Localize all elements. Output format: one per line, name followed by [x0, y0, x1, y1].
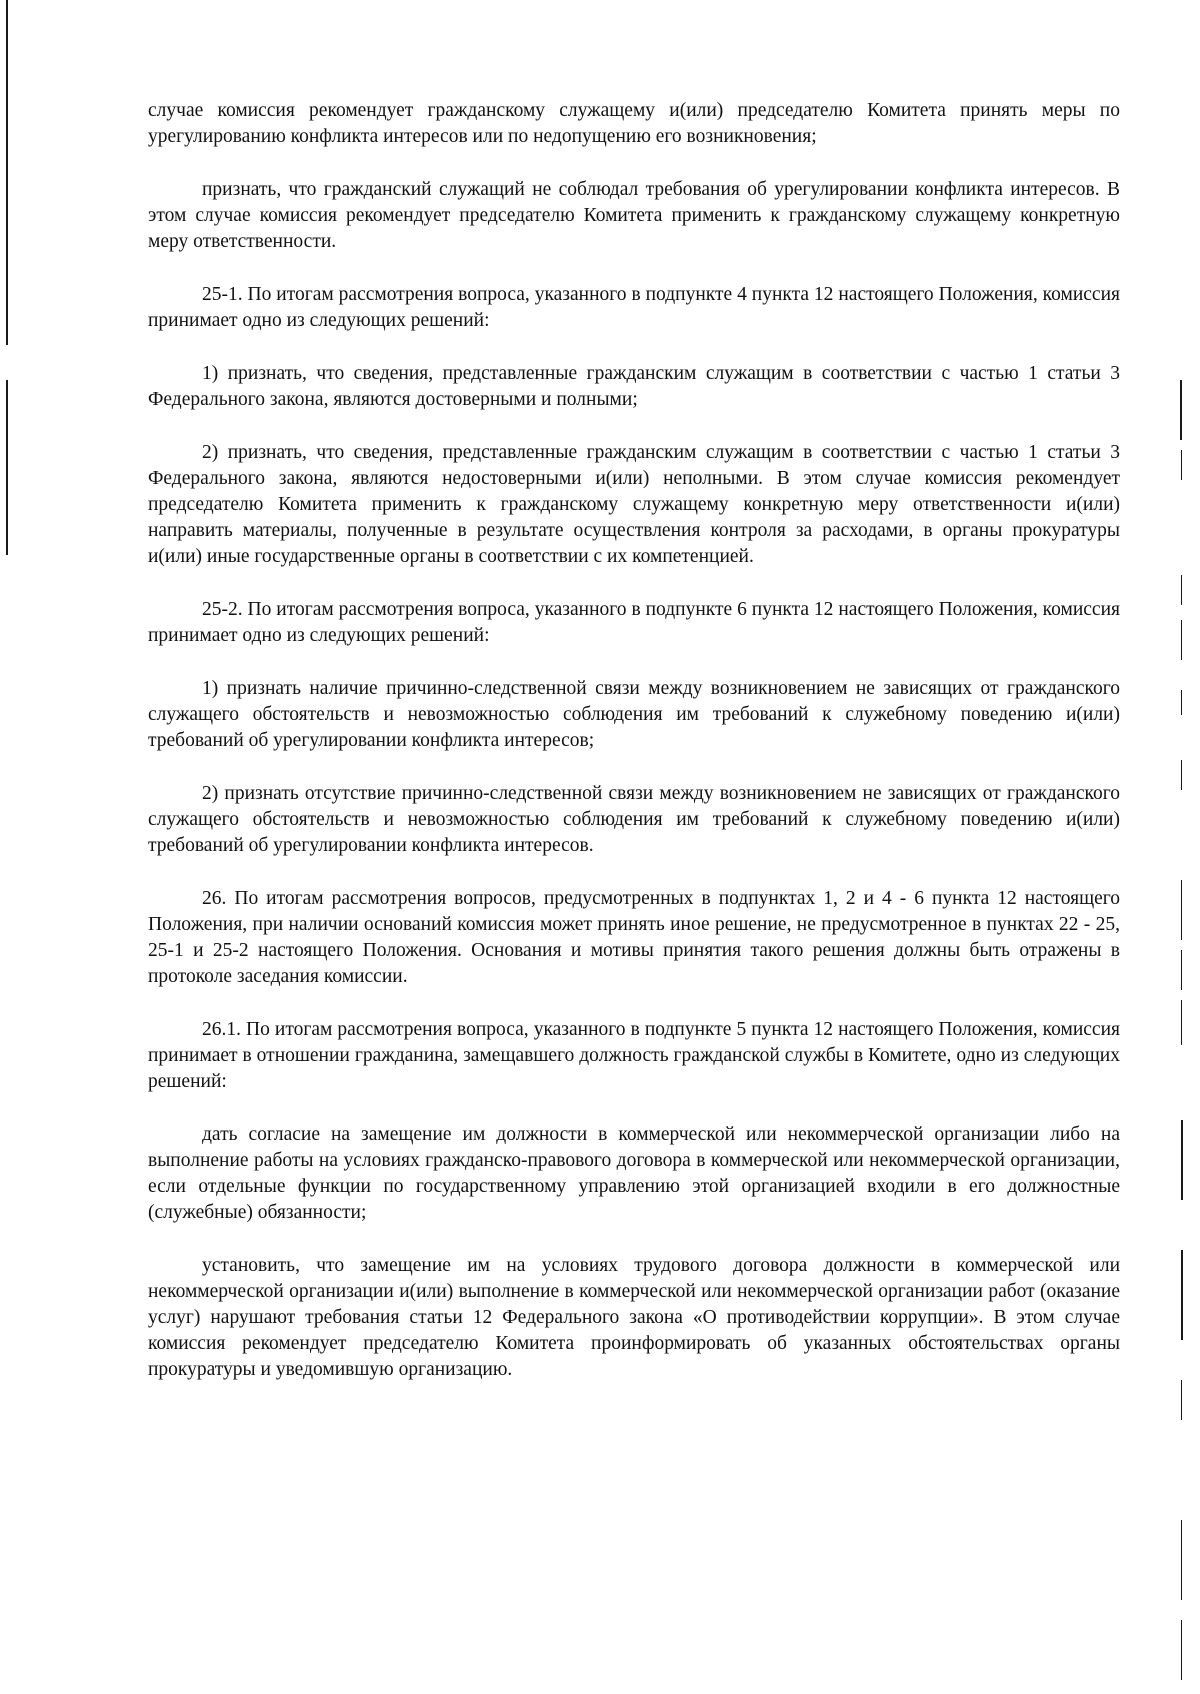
paragraph: 25-2. По итогам рассмотрения вопроса, указанного в подпункте 6 пункта 12 настоящего Положения, комиссия принимает одно из следующих решений: — [148, 599, 1120, 646]
scan-edge-mark — [6, 0, 8, 345]
paragraph: 2) признать, что сведения, представленные гражданским служащим в соответствии с частью 1 статьи 3 Федерального закона, являются недостоверными и(или) неполными. В этом случае комиссия рекомендует председателю Комитета применить к гражданскому служащему конкретную меру ответственности и(или) направить материалы, полученные в результате осуществления контроля за расходами, в органы прокуратуры и(или) иные государственные органы в соответствии с их компетенцией. — [148, 442, 1120, 567]
paragraph: 1) признать, что сведения, представленные гражданским служащим в соответствии с частью 1 статьи 3 Федерального закона, являются достоверными и полными; — [148, 363, 1120, 410]
scan-edge-mark — [1181, 575, 1182, 605]
document-body — [148, 98, 1120, 1383]
scan-edge-mark — [1181, 760, 1182, 790]
scan-edge-mark — [1181, 1000, 1182, 1045]
paragraph: 26. По итогам рассмотрения вопросов, предусмотренных в подпунктах 1, 2 и 4 - 6 пункта 12 настоящего Положения, при наличии оснований комиссия может принять иное решение, не предусмотренное в пунктах 22 - 25, 25-1 и 25-2 настоящего Положения. Основания и мотивы принятия такого решения должны быть отражены в протоколе заседания комиссии. — [148, 888, 1120, 987]
paragraph: 1) признать наличие причинно-следственной связи между возникновением не зависящих от гражданского служащего обстоятельств и невозможностью соблюдения им требований к служебному поведению и(или) требований об урегулировании конфликта интересов; — [148, 678, 1120, 751]
scan-edge-mark — [1181, 880, 1182, 940]
scan-edge-mark — [1181, 620, 1182, 660]
scan-edge-mark — [6, 380, 8, 555]
scan-edge-mark — [1181, 1380, 1182, 1420]
scan-edge-mark — [1181, 690, 1182, 715]
scan-edge-mark — [1180, 380, 1182, 440]
paragraph: признать, что гражданский служащий не соблюдал требования об урегулировании конфликта интересов. В этом случае комиссия рекомендует председателю Комитета применить к гражданскому служащему конкретную меру ответственности. — [148, 179, 1120, 252]
scan-edge-mark — [1181, 1250, 1183, 1340]
paragraph: случае комиссия рекомендует гражданскому служащему и(или) председателю Комитета принять меры по урегулированию конфликта интересов или по недопущению его возникновения; — [148, 100, 1120, 147]
paragraph: 2) признать отсутствие причинно-следственной связи между возникновением не зависящих от гражданского служащего обстоятельств и невозможностью соблюдения им требований к служебному поведению и(или) требований об урегулировании конфликта интересов. — [148, 783, 1120, 856]
paragraph: 25-1. По итогам рассмотрения вопроса, указанного в подпункте 4 пункта 12 настоящего Положения, комиссия принимает одно из следующих решений: — [148, 284, 1120, 331]
paragraph: 26.1. По итогам рассмотрения вопроса, указанного в подпункте 5 пункта 12 настоящего Положения, комиссия принимает в отношении гражданина, замещавшего должность гражданской службы в Комитете, одно из следующих решений: — [148, 1019, 1120, 1092]
paragraph: установить, что замещение им на условиях трудового договора должности в коммерческой или некоммерческой организации и(или) выполнение в коммерческой или некоммерческой организации работ (оказание услуг) нарушают требования статьи 12 Федерального закона «О противодействии коррупции». В этом случае комиссия рекомендует председателю Комитета проинформировать об указанных обстоятельствах органы прокуратуры и уведомившую организацию. — [148, 1255, 1120, 1380]
scan-edge-mark — [1181, 950, 1182, 990]
scan-edge-mark — [1181, 1620, 1182, 1680]
scan-edge-mark — [1181, 1520, 1182, 1600]
scan-edge-mark — [1181, 1120, 1183, 1200]
paragraph: дать согласие на замещение им должности в коммерческой или некоммерческой организации либо на выполнение работы на условиях гражданско-правового договора в коммерческой или некоммерческой организации, если отдельные функции по государственному управлению этой организацией входили в его должностные (служебные) обязанности; — [148, 1124, 1120, 1223]
scan-edge-mark — [1181, 450, 1182, 480]
